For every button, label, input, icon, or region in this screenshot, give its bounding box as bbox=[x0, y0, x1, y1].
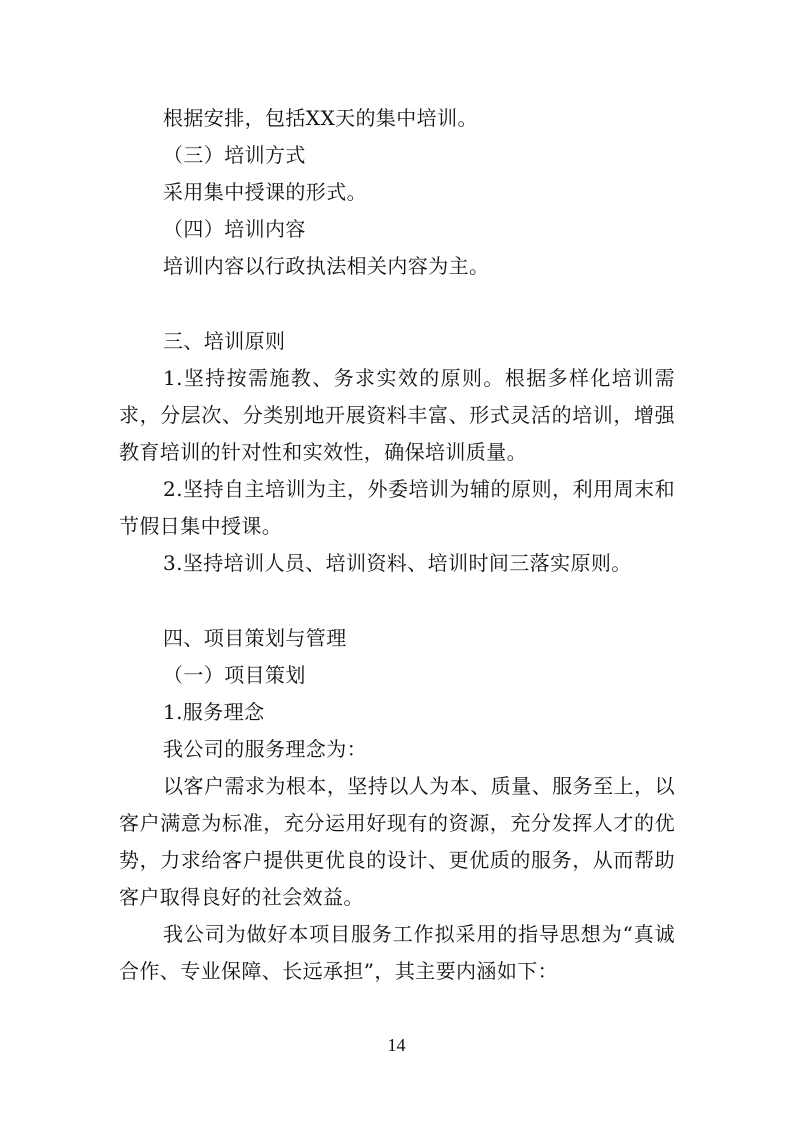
paragraph-training-schedule: 根据安排，包括XX天的集中培训。 bbox=[163, 106, 478, 130]
principle-item-3: 3.坚持培训人员、培训资料、培训时间三落实原则。 bbox=[163, 551, 632, 575]
subheading-training-method: （三）培训方式 bbox=[163, 143, 306, 167]
page-content bbox=[119, 100, 675, 990]
principle-item-1: 1.坚持按需施教、务求实效的原则。根据多样化培训需求，分层次、分类别地开展资料丰富、形式灵活的培训，增强教育培训的针对性和实效性，确保培训质量。 bbox=[119, 366, 675, 464]
principle-item-2: 2.坚持自主培训为主，外委培训为辅的原则，利用周末和节假日集中授课。 bbox=[119, 477, 675, 538]
paragraph-guiding-thought: 我公司为做好本项目服务工作拟采用的指导思想为“真诚合作、专业保障、长远承担”，其主要内涵如下： bbox=[119, 922, 675, 983]
paragraph-service-intro: 我公司的服务理念为： bbox=[163, 737, 367, 761]
section-heading-project-planning: 四、项目策划与管理 bbox=[163, 626, 347, 650]
section-spacer bbox=[119, 285, 675, 323]
paragraph-training-method: 采用集中授课的形式。 bbox=[163, 180, 367, 204]
paragraph-training-content: 培训内容以行政执法相关内容为主。 bbox=[163, 254, 490, 278]
page-number: 14 bbox=[387, 1035, 406, 1055]
item-service-philosophy: 1.服务理念 bbox=[163, 700, 265, 724]
subheading-project-plan: （一）项目策划 bbox=[163, 663, 306, 687]
subheading-training-content: （四）培训内容 bbox=[163, 217, 306, 241]
section-heading-training-principles: 三、培训原则 bbox=[163, 329, 286, 353]
section-spacer bbox=[119, 582, 675, 620]
paragraph-service-body: 以客户需求为根本，坚持以人为本、质量、服务至上，以客户满意为标准，充分运用好现有的资源，充分发挥人才的优势，力求给客户提供更优良的设计、更优质的服务，从而帮助客户取得良好的社会效益。 bbox=[119, 774, 675, 909]
